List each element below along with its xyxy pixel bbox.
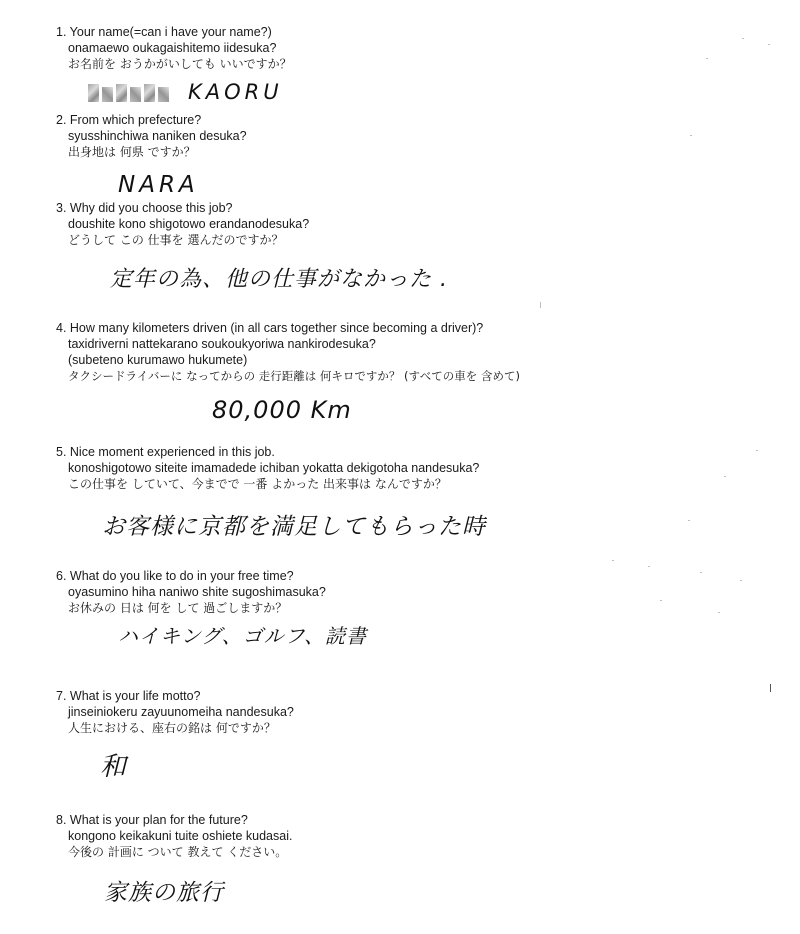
question-8-japanese: 今後の 計画に ついて 教えて ください。	[68, 845, 288, 859]
question-5	[56, 444, 479, 492]
question-2-japanese: 出身地は 何県 ですか？	[68, 145, 196, 159]
question-7	[56, 688, 294, 736]
question-7-japanese: 人生における、座右の銘は 何ですか？	[68, 721, 276, 735]
question-4-romaji: taxidriverni nattekarano soukoukyoriwa nankirodesuka?	[68, 337, 376, 351]
question-4-romaji-note: (subeteno kurumawo hukumete)	[68, 353, 248, 367]
question-4	[56, 320, 520, 384]
answer-5-handwritten: お客様に京都を満足してもらった時	[102, 514, 486, 540]
question-6-romaji: oyasumino hiha naniwo shite sugoshimasuka?	[68, 585, 326, 599]
question-3-english: 3. Why did you choose this job?	[56, 201, 233, 215]
question-8	[56, 812, 292, 860]
question-6	[56, 568, 326, 616]
question-5-romaji: konoshigotowo siteite imamadede ichiban yokatta dekigotoha nandesuka?	[68, 461, 480, 475]
question-4-japanese: タクシードライバーに なってからの 走行距離は 何キロですか？ (すべての車を 含めて)	[68, 369, 520, 383]
question-3-japanese: どうして この 仕事を 選んだのですか？	[68, 233, 284, 247]
answer-8-handwritten: 家族の旅行	[104, 880, 224, 906]
question-5-english: 5. Nice moment experienced in this job.	[56, 445, 275, 459]
answer-4-handwritten: 80,000 Km	[212, 396, 352, 424]
question-2	[56, 112, 247, 160]
question-8-romaji: kongono keikakuni tuite oshiete kudasai.	[68, 829, 293, 843]
question-1-japanese: お名前を おうかがいしても いいですか？	[68, 57, 292, 71]
question-8-english: 8. What is your plan for the future?	[56, 813, 248, 827]
question-7-romaji: jinseiniokeru zayuunomeiha nandesuka?	[68, 705, 294, 719]
answer-7-handwritten: 和	[100, 752, 128, 782]
question-3-romaji: doushite kono shigotowo erandanodesuka?	[68, 217, 310, 231]
answer-1-handwritten: KAORU	[188, 80, 283, 104]
question-4-english: 4. How many kilometers driven (in all cars together since becoming a driver)?	[56, 321, 484, 335]
question-3	[56, 200, 309, 248]
question-1	[56, 24, 292, 72]
question-7-english: 7. What is your life motto?	[56, 689, 201, 703]
question-5-japanese: この仕事を していて、今までで 一番 よかった 出来事は なんですか？	[68, 477, 447, 491]
answer-2-handwritten: NARA	[118, 172, 199, 198]
answer-3-handwritten: 定年の為、他の仕事がなかった .	[110, 267, 448, 292]
question-1-romaji: onamaewo oukagaishitemo iidesuka?	[68, 41, 277, 55]
question-1-english: 1. Your name(=can i have your name?)	[56, 25, 272, 39]
question-6-english: 6. What do you like to do in your free time?	[56, 569, 294, 583]
question-2-english: 2. From which prefecture?	[56, 113, 202, 127]
answer-6-handwritten: ハイキング、ゴルフ、読書	[118, 624, 367, 648]
question-2-romaji: syusshinchiwa naniken desuka?	[68, 129, 247, 143]
question-6-japanese: お休みの 日は 何を して 過ごしますか？	[68, 601, 288, 615]
blurred-name-redaction	[88, 84, 178, 104]
